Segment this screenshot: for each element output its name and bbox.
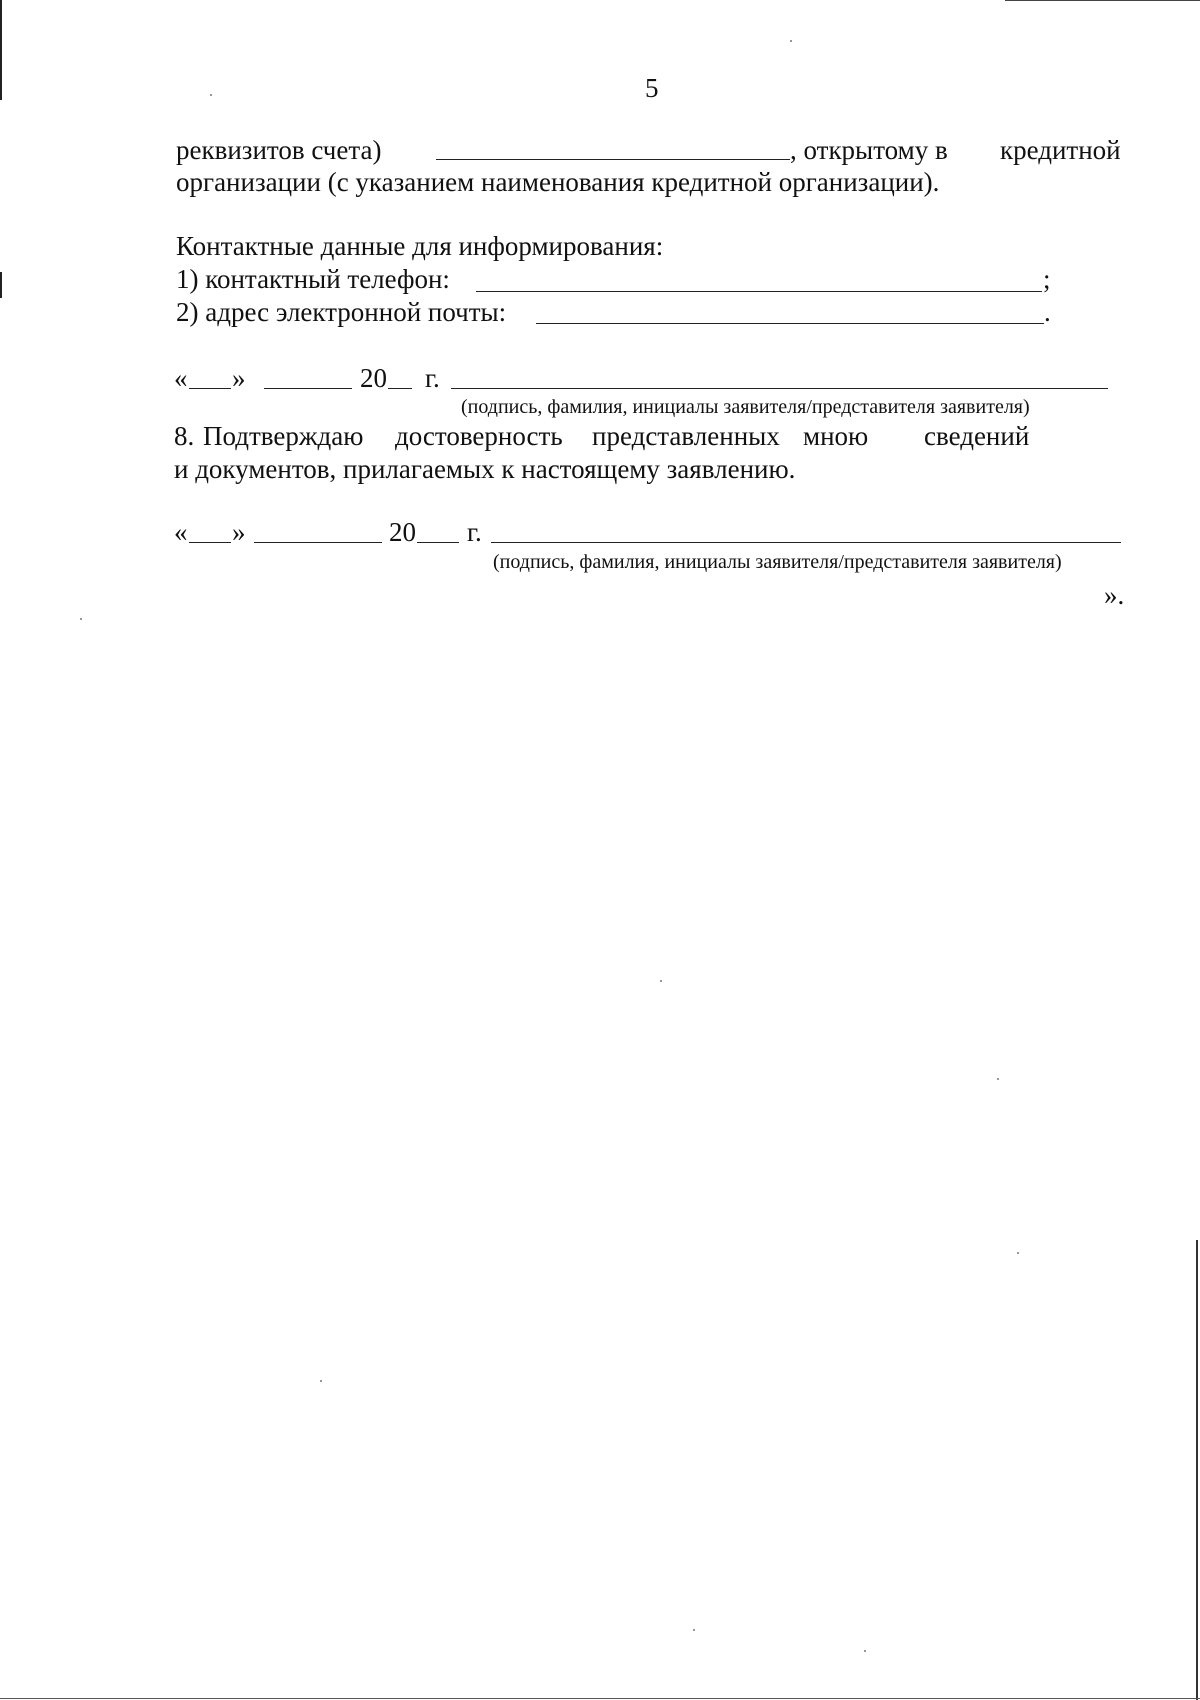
- phone-field[interactable]: [476, 291, 1042, 292]
- scan-speck: [693, 1629, 695, 1631]
- date-day-field[interactable]: [189, 542, 231, 543]
- signature-field[interactable]: [491, 542, 1121, 543]
- scan-speck: [210, 94, 212, 96]
- scan-edge-right: [1196, 1240, 1198, 1700]
- date-month-field[interactable]: [264, 388, 352, 389]
- date-month-field[interactable]: [254, 542, 382, 543]
- scan-speck: [790, 40, 792, 42]
- confirmation-word: мною: [803, 421, 869, 451]
- date-close-quote: »: [232, 517, 246, 547]
- scan-speck: [997, 1078, 999, 1080]
- confirmation-line2: и документов, прилагаемых к настоящему заявлению.: [174, 454, 796, 484]
- scan-edge-left-lower: [0, 272, 2, 298]
- year-prefix: 20: [389, 517, 416, 547]
- scan-speck: [1017, 1252, 1019, 1254]
- date-open-quote: «: [174, 517, 188, 547]
- scan-speck: [864, 1650, 866, 1652]
- scan-speck: [660, 980, 662, 982]
- closing-quote: ».: [1104, 580, 1125, 610]
- year-prefix: 20: [360, 363, 387, 393]
- year-suffix: г.: [467, 517, 482, 547]
- date-day-field[interactable]: [189, 388, 231, 389]
- date-year-field[interactable]: [417, 542, 459, 543]
- scan-speck: [80, 618, 82, 620]
- scan-edge-bottom: [0, 1698, 1200, 1699]
- date-year-field[interactable]: [388, 388, 412, 389]
- date-close-quote: »: [232, 363, 246, 393]
- scan-edge-left: [0, 0, 2, 100]
- confirmation-word: представленных: [592, 421, 780, 451]
- confirmation-word: достоверность: [395, 421, 563, 451]
- page-number: 5: [645, 73, 659, 103]
- confirmation-word: сведений: [924, 421, 1030, 451]
- bank-details-text-left: реквизитов счета): [176, 135, 382, 165]
- phone-end-mark: ;: [1043, 264, 1051, 294]
- phone-label: 1) контактный телефон:: [176, 264, 450, 294]
- date-open-quote: «: [174, 363, 188, 393]
- confirmation-number: 8.: [174, 421, 195, 451]
- signature-caption: (подпись, фамилия, инициалы заявителя/представителя заявителя): [493, 551, 1062, 573]
- bank-details-text-end: кредитной: [1000, 135, 1121, 165]
- contacts-heading: Контактные данные для информирования:: [176, 231, 664, 261]
- email-field[interactable]: [536, 323, 1044, 324]
- bank-details-text-right: , открытому в: [790, 135, 948, 165]
- scan-speck: [320, 1380, 322, 1382]
- scan-edge-top: [1005, 0, 1200, 1]
- bank-details-text-line2: организации (с указанием наименования кредитной организации).: [176, 167, 940, 197]
- bank-account-field[interactable]: [436, 159, 790, 160]
- year-suffix: г.: [425, 363, 440, 393]
- confirmation-word: Подтверждаю: [203, 421, 364, 451]
- signature-caption: (подпись, фамилия, инициалы заявителя/представителя заявителя): [461, 396, 1030, 418]
- signature-field[interactable]: [451, 388, 1108, 389]
- email-label: 2) адрес электронной почты:: [176, 297, 507, 327]
- email-end-mark: .: [1044, 297, 1051, 327]
